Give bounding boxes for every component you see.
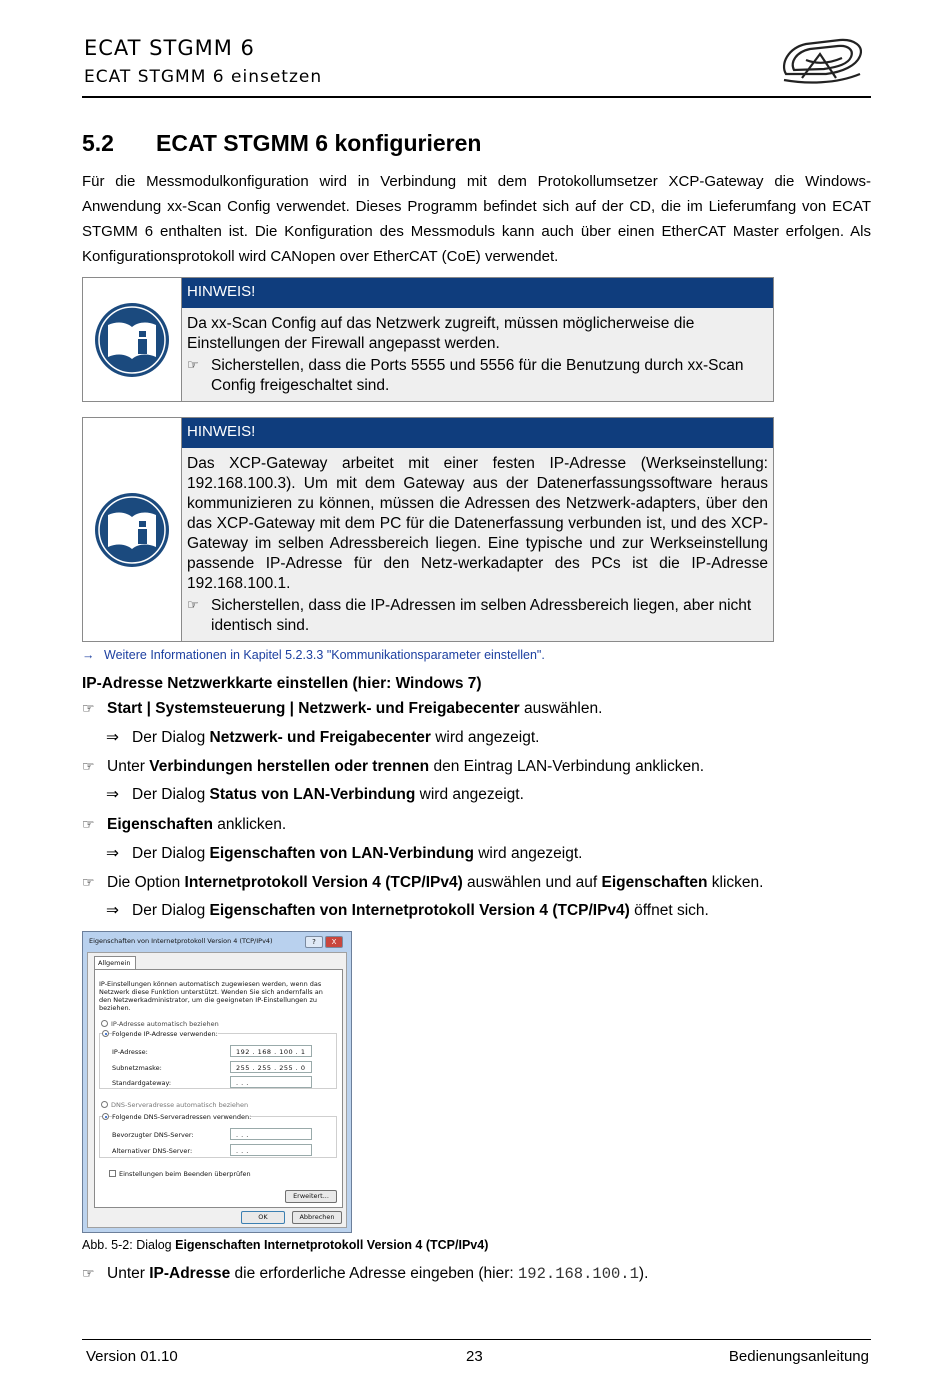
footer-rule [82,1339,871,1340]
subnet-mask-field[interactable]: 255 . 255 . 255 . 0 [230,1061,312,1073]
result-bold: Eigenschaften von LAN-Verbindung [209,845,474,862]
help-button[interactable]: ? [305,936,323,948]
step-2 [82,758,704,776]
ok-button[interactable]: OK [241,1211,285,1224]
radio-manual-dns[interactable] [102,1113,109,1120]
arrow-right-icon: → [82,648,95,662]
note-box-ip-address [82,417,774,642]
result-2 [106,785,524,804]
step-text: die erforderliche Adresse eingeben (hier: [230,1265,518,1282]
result-text: wird angezeigt. [473,845,583,862]
radio-manual-ip[interactable] [102,1030,109,1037]
result-text: öffnet sich. [629,902,709,919]
footer-document-type: Bedienungsanleitung [728,1348,869,1365]
step-text: Unter [107,758,150,775]
step-bold: Verbindungen herstellen oder trennen [149,758,430,775]
step-bold: IP-Adresse [149,1265,231,1282]
dns1-label: Bevorzugter DNS-Server: [112,1131,194,1139]
step-text: auswählen und auf [462,874,602,891]
info-book-icon [93,301,171,379]
cancel-button[interactable]: Abbrechen [292,1211,342,1224]
dns1-field[interactable]: . . . [230,1128,312,1140]
ip-address-label: IP-Adresse: [112,1048,148,1056]
result-3 [106,844,582,863]
implies-arrow-icon: ⇒ [106,844,119,862]
intro-paragraph: Für die Messmodulkonfiguration wird in Verbindung mit dem Protokollumsetzer XCP-Gateway die Windows-Anwendung xx-Scan Config verwendet. Dieses Programm befindet sich auf der CD, die im Lieferumfang von ECAT STGMM 6 enthalten ist. Die Konfiguration des Messmoduls kann auch über einen EtherCAT Master erfolgen. Als Konfigurationsprotokoll wird CANopen over EtherCAT (CoE) verwendet. [82,173,871,265]
validate-checkbox[interactable] [109,1170,116,1177]
ip-address-value: 192.168.100.1 [517,1265,639,1283]
close-button[interactable]: X [325,936,343,948]
note-bullet-text: Sicherstellen, dass die Ports 5555 und 5556 für die Benutzung durch xx-Scan Config freigeschaltet sind. [211,357,744,394]
note-heading: HINWEIS! [182,278,773,308]
step-text: Unter [107,1265,150,1282]
company-logo [776,34,868,86]
note-text: Das XCP-Gateway arbeitet mit einer festen IP-Adresse (Werkseinstellung: 192.168.100.3). Um mit dem Gateway aus der Datenerfassungssoftware heraus kommunizieren zu können, müssen die Adressen des Netzwerk-adapters, über den das XCP-Gateway mit dem PC für die Datenerfassung verbunden ist, und des XCP-Gateway im selben Adressbereich liegen. Eine typische und zur Werkseinstellung passende IP-Adresse für den Netz-werkadapter des PCs ist die IP-Adresse 192.168.100.1. [187,455,768,592]
step-5 [82,1265,648,1283]
header-rule [82,96,871,98]
step-bold: Eigenschaften [601,874,708,891]
radio-auto-ip-label: IP-Adresse automatisch beziehen [111,1020,219,1028]
note-body [182,308,773,401]
dns2-field[interactable]: . . . [230,1144,312,1156]
subheading: IP-Adresse Netzwerkkarte einstellen (hier: Windows 7) [82,675,482,692]
step-text: anklicken. [212,816,287,833]
step-4 [82,874,763,892]
step-bold: Start | Systemsteuerung | Netzwerk- und Freigabecenter [107,700,520,717]
description-line: Netzwerk diese Funktion unterstützt. Wenden Sie sich andernfalls an [99,988,323,996]
step-bold: Eigenschaften [107,816,213,833]
hand-pointer-icon: ☞ [187,598,199,613]
hand-pointer-icon: ☞ [82,875,95,891]
radio-manual-dns-label: Folgende DNS-Serveradressen verwenden: [112,1113,252,1121]
note-box-firewall [82,277,774,402]
step-1 [82,700,602,718]
gateway-label: Standardgateway: [112,1079,172,1087]
dns-group [99,1113,337,1158]
header-subtitle: ECAT STGMM 6 einsetzen [84,67,323,87]
footer-page-number: 23 [466,1348,483,1365]
result-4 [106,901,709,920]
description-line: den Netzwerkadministrator, um die geeigneten IP-Einstellungen zu [99,996,317,1004]
implies-arrow-icon: ⇒ [106,901,119,919]
info-book-icon [93,491,171,569]
note-body [182,448,773,641]
note-icon-cell [83,278,182,401]
advanced-button[interactable]: Erweitert... [285,1190,337,1203]
description-line: IP-Einstellungen können automatisch zugewiesen werden, wenn das [99,980,322,988]
result-bold: Eigenschaften von Internetprotokoll Version 4 (TCP/IPv4) [209,902,630,919]
tab-page [94,969,343,1208]
note-text: Da xx-Scan Config auf das Netzwerk zugreift, müssen möglicherweise die Einstellungen der Firewall angepasst werden. [187,315,695,352]
implies-arrow-icon: ⇒ [106,785,119,803]
result-1 [106,728,539,747]
hand-pointer-icon: ☞ [82,701,95,717]
subnet-mask-label: Subnetzmaske: [112,1064,162,1072]
caption-bold: Eigenschaften Internetprotokoll Version 4 (TCP/IPv4) [175,1238,489,1252]
step-text: ). [638,1265,649,1282]
section-heading [82,130,481,157]
note-bullet [187,596,768,636]
caption-text: Abb. 5-2: Dialog [82,1238,176,1252]
step-text: Die Option [107,874,185,891]
step-bold: Internetprotokoll Version 4 (TCP/IPv4) [184,874,463,891]
result-bold: Status von LAN-Verbindung [209,786,416,803]
section-number: 5.2 [82,130,114,156]
hand-pointer-icon: ☞ [82,759,95,775]
section-title: ECAT STGMM 6 konfigurieren [156,130,482,156]
result-text: Der Dialog [132,902,210,919]
step-text: klicken. [707,874,764,891]
result-text: Der Dialog [132,729,210,746]
dialog-screenshot [82,931,352,1233]
dns2-label: Alternativer DNS-Server: [112,1147,193,1155]
radio-manual-ip-label: Folgende IP-Adresse verwenden: [112,1030,218,1038]
step-text: auswählen. [519,700,603,717]
cross-reference-link[interactable] [82,648,545,662]
dialog-title: Eigenschaften von Internetprotokoll Version 4 (TCP/IPv4) [83,932,351,952]
result-text: wird angezeigt. [430,729,540,746]
note-icon-cell [83,418,182,641]
note-heading: HINWEIS! [182,418,773,448]
ip-group [99,1030,337,1089]
result-text: Der Dialog [132,786,210,803]
tab-allgemein[interactable]: Allgemein [94,956,136,969]
hand-pointer-icon: ☞ [82,817,95,833]
radio-auto-dns-label: DNS-Serveradresse automatisch beziehen [111,1101,249,1109]
dialog-panel [87,952,347,1228]
validate-checkbox-label: Einstellungen beim Beenden überprüfen [119,1170,251,1178]
description-line: beziehen. [99,1004,131,1012]
gateway-field[interactable]: . . . [230,1076,312,1088]
result-text: wird angezeigt. [415,786,524,803]
note-bullet-text: Sicherstellen, dass die IP-Adressen im selben Adressbereich liegen, aber nicht identisch sind. [211,597,752,634]
hand-pointer-icon: ☞ [187,358,199,373]
footer-version: Version 01.10 [86,1348,178,1365]
radio-auto-dns[interactable] [101,1101,108,1108]
result-text: Der Dialog [132,845,210,862]
header-title: ECAT STGMM 6 [84,36,255,60]
step-3 [82,816,286,834]
cross-reference-text: Weitere Informationen in Kapitel 5.2.3.3 "Kommunikationsparameter einstellen". [104,648,545,662]
implies-arrow-icon: ⇒ [106,728,119,746]
figure-caption [82,1238,488,1252]
ip-address-field[interactable]: 192 . 168 . 100 . 1 [230,1045,312,1057]
hand-pointer-icon: ☞ [82,1266,95,1282]
radio-auto-ip[interactable] [101,1020,108,1027]
note-bullet [187,356,768,396]
step-text: den Eintrag LAN-Verbindung anklicken. [429,758,705,775]
result-bold: Netzwerk- und Freigabecenter [209,729,431,746]
